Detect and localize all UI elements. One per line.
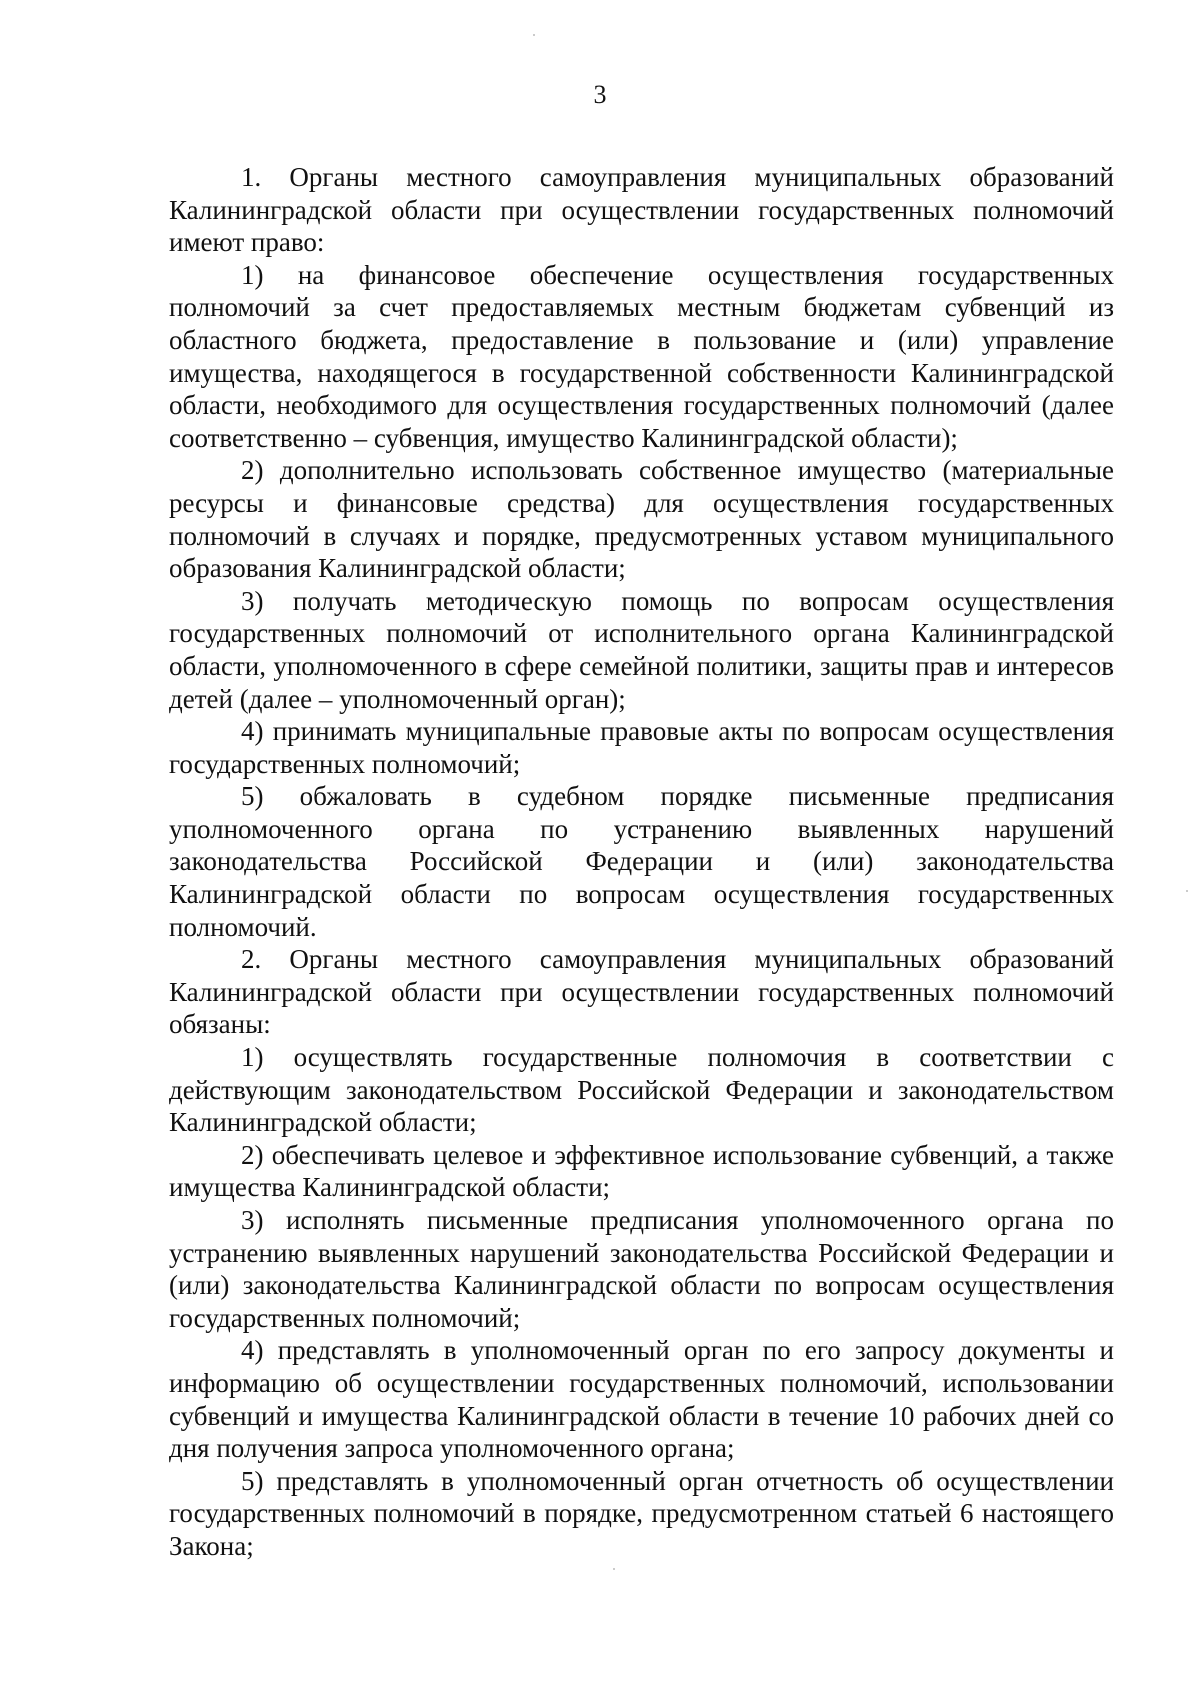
paragraph-2-item-4: 4) представлять в уполномоченный орган по его запросу документы и информацию об осуществлении государственных полномочий, использовании субвенций и имущества Калининградской области в течение 10 рабочих дней со дня получения запроса уполномоченного органа;: [169, 1335, 1114, 1464]
paragraph-2-item-1: 1) осуществлять государственные полномочия в соответствии с действующим законодательством Российской Федерации и законодательством Калининградской области;: [169, 1042, 1114, 1138]
scan-speck: [1186, 890, 1188, 892]
paragraph-1-item-1: 1) на финансовое обеспечение осуществления государственных полномочий за счет предоставляемых местным бюджетам субвенций из областного бюджета, предоставление в пользование и (или) управление имущества, находящегося в государственной собственности Калининградской области, необходимого для осуществления государственных полномочий (далее соответственно – субвенция, имущество Калининградской области);: [169, 259, 1114, 453]
paragraph-2-item-2: 2) обеспечивать целевое и эффективное использование субвенций, а также имущества Калининградской области;: [169, 1139, 1114, 1203]
paragraph-2-item-3: 3) исполнять письменные предписания уполномоченного органа по устранению выявленных нарушений законодательства Российской Федерации и (или) законодательства Калининградской области по вопросам осуществления государственных полномочий;: [169, 1205, 1114, 1333]
paragraph-1-item-4: 4) принимать муниципальные правовые акты по вопросам осуществления государственных полномочий;: [169, 716, 1114, 779]
scan-speck: [533, 34, 535, 36]
paragraph-2: 2. Органы местного самоуправления муниципальных образований Калининградской области при осуществлении государственных полномочий обязаны:: [169, 944, 1114, 1040]
paragraph-1-item-3: 3) получать методическую помощь по вопросам осуществления государственных полномочий от исполнительного органа Калининградской области, уполномоченного в сфере семейной политики, защиты прав и интересов детей (далее – уполномоченный орган);: [169, 585, 1114, 714]
paragraph-1-item-2: 2) дополнительно использовать собственное имущество (материальные ресурсы и финансовые средства) для осуществления государственных полномочий в случаях и порядке, предусмотренных уставом муниципального образования Калининградской области;: [169, 455, 1114, 584]
page-number: 3: [593, 80, 607, 109]
scan-speck: [613, 1568, 615, 1570]
document-body: [169, 161, 1114, 1563]
paragraph-2-item-5: 5) представлять в уполномоченный орган отчетность об осуществлении государственных полномочий в порядке, предусмотренном статьей 6 настоящего Закона;: [169, 1465, 1114, 1561]
paragraph-1-item-5: 5) обжаловать в судебном порядке письменные предписания уполномоченного органа по устранению выявленных нарушений законодательства Российской Федерации и (или) законодательства Калининградской области по вопросам осуществления государственных полномочий.: [169, 781, 1114, 942]
paragraph-1: 1. Органы местного самоуправления муниципальных образований Калининградской области при осуществлении государственных полномочий имеют право:: [169, 162, 1114, 258]
